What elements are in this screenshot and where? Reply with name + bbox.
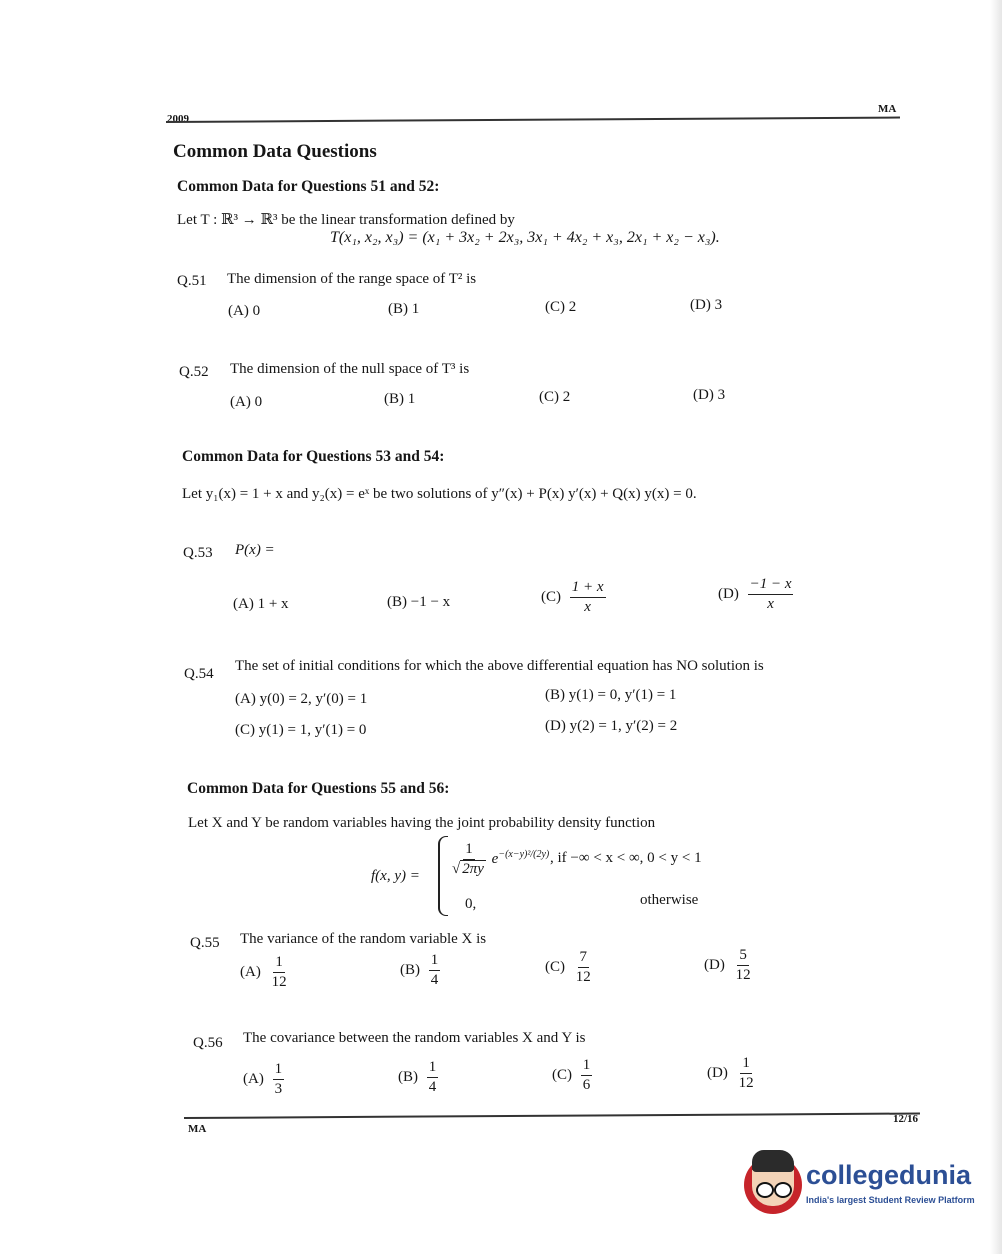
q53-number: Q.53 [183, 545, 213, 561]
q55-c-denominator: 12 [575, 969, 591, 985]
q53-text: P(x) = [235, 542, 275, 558]
q54-text: The set of initial conditions for which the above differential equation has NO solution is [235, 658, 764, 674]
logo-glasses-left [756, 1182, 774, 1198]
q53-option-d-label: (D) [718, 585, 739, 602]
q53-d-numerator: −1 − x [748, 577, 794, 595]
pdf-coef-denominator: √ 2πy [452, 861, 484, 877]
q55-option-a-label: (A) [240, 963, 261, 980]
q55-option-b[interactable] [400, 953, 440, 988]
q56-option-a[interactable] [243, 1062, 284, 1097]
q53-c-denominator: x [584, 599, 591, 615]
q52-number: Q.52 [179, 364, 209, 380]
q51-text: The dimension of the range space of T² is [227, 271, 477, 287]
q56-option-a-label: (A) [243, 1070, 264, 1087]
block1-intro: Let T : ℝ³ → ℝ³ be the linear transformation defined by [177, 212, 515, 228]
pdf-exponent: −(x−y)²/(2y) [498, 848, 550, 860]
q55-option-a[interactable] [240, 955, 289, 990]
q52-option-a[interactable]: (A) 0 [230, 394, 263, 410]
q56-d-denominator: 12 [738, 1075, 754, 1091]
q55-text: The variance of the random variable X is [240, 931, 487, 947]
q55-b-numerator: 1 [429, 953, 441, 971]
common-data-heading-51-52: Common Data for Questions 51 and 52: [177, 178, 440, 195]
pdf-exp-base: e [491, 850, 499, 867]
pdf-case1 [450, 842, 549, 877]
pdf-case2-value: 0, [465, 896, 477, 912]
pdf-case2-condition: otherwise [640, 892, 699, 908]
q56-text: The covariance between the random variables X and Y is [243, 1030, 586, 1046]
q52-option-d[interactable]: (D) 3 [693, 387, 726, 403]
q56-a-denominator: 3 [274, 1081, 283, 1097]
q51-option-b[interactable]: (B) 1 [388, 301, 420, 317]
q56-option-d[interactable] [707, 1056, 756, 1091]
header-code: MA [878, 103, 897, 115]
pdf-lhs: f(x, y) = [371, 868, 420, 884]
q56-c-fraction [581, 1058, 593, 1093]
pdf-case1-condition: , if −∞ < x < ∞, 0 < y < 1 [550, 850, 702, 866]
pdf-coef-numerator: 1 [463, 842, 475, 860]
q56-option-b-label: (B) [398, 1068, 418, 1085]
q56-b-numerator: 1 [427, 1060, 439, 1078]
q56-d-numerator: 1 [740, 1056, 752, 1074]
q54-option-d[interactable]: (D) y(2) = 1, y′(2) = 2 [545, 718, 678, 734]
logo-hair [752, 1150, 794, 1172]
q55-c-fraction [574, 950, 593, 985]
block2-intro: Let y₁(x) = 1 + x and y₂(x) = eˣ be two solutions of y″(x) + P(x) y′(x) + Q(x) y(x) = 0. [182, 486, 697, 502]
q55-b-fraction [429, 953, 441, 988]
q53-option-a[interactable]: (A) 1 + x [233, 596, 289, 612]
section-title: Common Data Questions [173, 141, 377, 162]
q55-d-numerator: 5 [737, 948, 749, 966]
block1-formula: T(x₁, x₂, x₃) = (x₁ + 3x₂ + 2x₃, 3x₁ + 4x₂ + x₃, 2x₁ + x₂ − x₃). [330, 229, 720, 246]
pdf-coef-radicand: 2πy [462, 861, 484, 877]
q56-a-fraction [273, 1062, 285, 1097]
q55-a-fraction [270, 955, 289, 990]
q53-option-c[interactable] [541, 580, 606, 615]
q53-d-denominator: x [767, 596, 774, 612]
q53-option-d[interactable] [718, 577, 793, 612]
logo-brand-text: collegedunia [806, 1160, 972, 1190]
q56-option-b[interactable] [398, 1060, 438, 1095]
common-data-heading-53-54: Common Data for Questions 53 and 54: [182, 448, 445, 465]
q55-option-c[interactable] [545, 950, 593, 985]
q52-text: The dimension of the null space of T³ is [230, 361, 470, 377]
q51-option-d[interactable]: (D) 3 [690, 297, 723, 313]
logo-tagline: India's largest Student Review Platform [806, 1195, 975, 1205]
q51-option-a[interactable]: (A) 0 [228, 303, 261, 319]
q54-option-a[interactable]: (A) y(0) = 2, y′(0) = 1 [235, 691, 368, 707]
q53-option-d-fraction [748, 577, 794, 612]
pdf-brace [438, 836, 448, 916]
q56-c-numerator: 1 [581, 1058, 593, 1076]
q55-option-d-label: (D) [704, 956, 725, 973]
q55-c-numerator: 7 [578, 950, 590, 968]
footer-rule [184, 1113, 920, 1119]
q56-option-c-label: (C) [552, 1066, 572, 1083]
q55-a-numerator: 1 [273, 955, 285, 973]
q56-c-denominator: 6 [582, 1077, 591, 1093]
pdf-coefficient [450, 842, 488, 877]
q55-option-c-label: (C) [545, 958, 565, 975]
q53-option-c-label: (C) [541, 588, 561, 605]
q55-a-denominator: 12 [271, 974, 287, 990]
q55-option-d[interactable] [704, 948, 753, 983]
q52-option-c[interactable]: (C) 2 [539, 389, 571, 405]
q54-option-c[interactable]: (C) y(1) = 1, y′(1) = 0 [235, 722, 367, 738]
q55-number: Q.55 [190, 935, 220, 951]
q56-d-fraction [737, 1056, 756, 1091]
q56-number: Q.56 [193, 1035, 223, 1051]
q56-b-denominator: 4 [428, 1079, 437, 1095]
q56-b-fraction [427, 1060, 439, 1095]
q53-c-numerator: 1 + x [570, 580, 606, 598]
q56-option-d-label: (D) [707, 1064, 728, 1081]
q56-a-numerator: 1 [273, 1062, 285, 1080]
q52-option-b[interactable]: (B) 1 [384, 391, 416, 407]
q53-option-c-fraction [570, 580, 606, 615]
q55-option-b-label: (B) [400, 961, 420, 978]
footer-code: MA [188, 1123, 207, 1135]
q54-option-b[interactable]: (B) y(1) = 0, y′(1) = 1 [545, 687, 677, 703]
q54-number: Q.54 [184, 666, 214, 682]
logo-glasses-right [774, 1182, 792, 1198]
header-year: 2009 [167, 113, 189, 125]
q56-option-c[interactable] [552, 1058, 592, 1093]
block3-intro: Let X and Y be random variables having the joint probability density function [188, 815, 656, 831]
q51-option-c[interactable]: (C) 2 [545, 299, 577, 315]
q55-d-denominator: 12 [735, 967, 751, 983]
page-edge-shadow [990, 0, 1002, 1254]
q51-number: Q.51 [177, 273, 207, 289]
common-data-heading-55-56: Common Data for Questions 55 and 56: [187, 780, 450, 797]
q55-b-denominator: 4 [430, 972, 439, 988]
q53-option-b[interactable]: (B) −1 − x [387, 594, 451, 610]
header-rule [166, 117, 900, 123]
page-number: 12/16 [893, 1113, 919, 1125]
q55-d-fraction [734, 948, 753, 983]
